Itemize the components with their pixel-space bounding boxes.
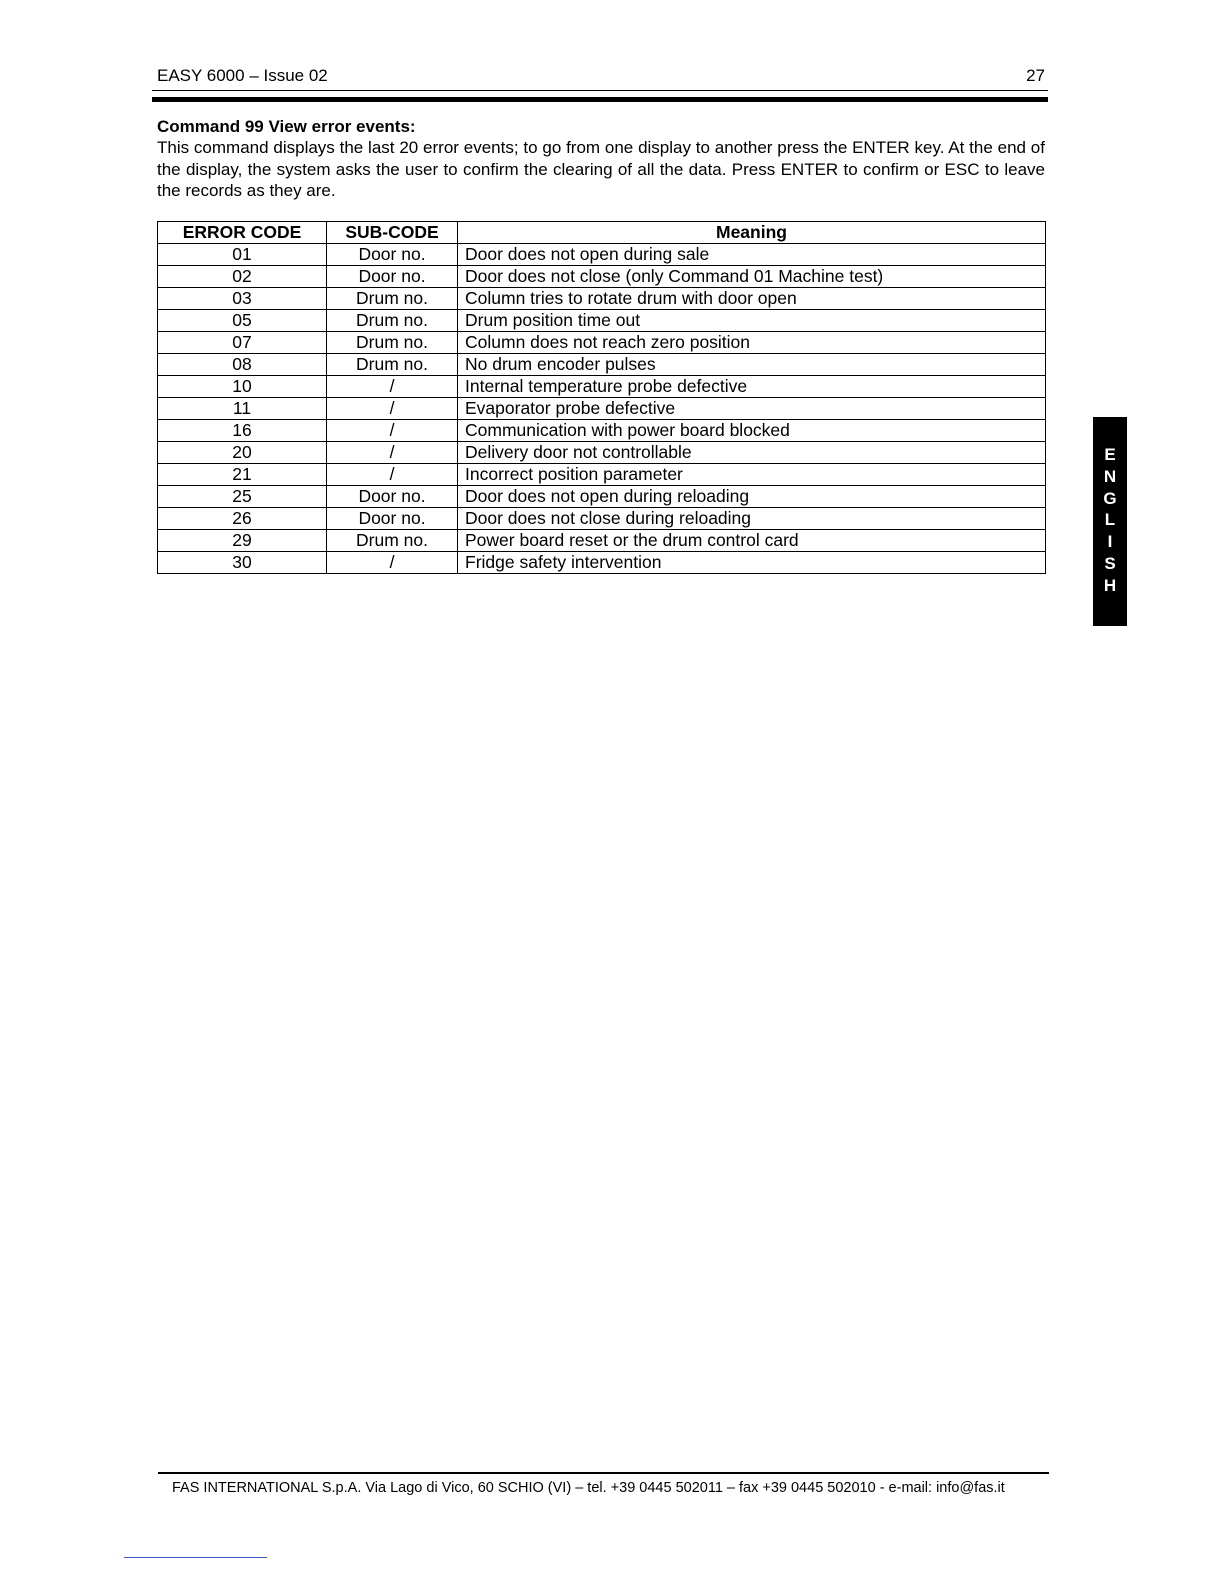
column-header-meaning: Meaning [458,222,1046,244]
error-code-cell: 01 [158,244,327,266]
sub-code-cell: Drum no. [327,354,458,376]
meaning-cell: Incorrect position parameter [458,464,1046,486]
error-code-cell: 21 [158,464,327,486]
table-row [158,552,1046,574]
column-header-error-code: ERROR CODE [158,222,327,244]
error-code-cell: 07 [158,332,327,354]
sub-code-cell: Door no. [327,486,458,508]
language-tab-letter: S [1104,553,1116,573]
language-tab-letter: G [1103,488,1117,508]
table-row [158,244,1046,266]
table-row [158,486,1046,508]
footer-rule [158,1472,1049,1474]
page-number: 27 [1026,66,1045,85]
table-row [158,530,1046,552]
table-body [158,244,1046,574]
table-row [158,442,1046,464]
sub-code-cell: / [327,398,458,420]
table-row [158,310,1046,332]
language-tab-letter: E [1104,445,1116,464]
sub-code-cell: / [327,420,458,442]
meaning-cell: Communication with power board blocked [458,420,1046,442]
table-header-row [158,222,1046,244]
error-code-cell: 05 [158,310,327,332]
table-row [158,508,1046,530]
language-tab-letter: N [1103,466,1117,486]
meaning-cell: Door does not close during reloading [458,508,1046,530]
meaning-cell: Internal temperature probe defective [458,376,1046,398]
meaning-cell: Evaporator probe defective [458,398,1046,420]
meaning-cell: Delivery door not controllable [458,442,1046,464]
table-row [158,332,1046,354]
error-code-cell: 16 [158,420,327,442]
error-code-cell: 02 [158,266,327,288]
meaning-cell: Door does not open during sale [458,244,1046,266]
meaning-cell: No drum encoder pulses [458,354,1046,376]
meaning-cell: Door does not open during reloading [458,486,1046,508]
sub-code-cell: Door no. [327,244,458,266]
meaning-cell: Column does not reach zero position [458,332,1046,354]
error-code-cell: 10 [158,376,327,398]
header-rule-thin [152,90,1048,91]
error-code-cell: 03 [158,288,327,310]
error-code-cell: 08 [158,354,327,376]
error-code-cell: 29 [158,530,327,552]
sub-code-cell: Door no. [327,508,458,530]
sub-code-cell: Drum no. [327,310,458,332]
command-section [157,116,1045,202]
sub-code-cell: / [327,442,458,464]
sub-code-cell: / [327,552,458,574]
language-tab-letter: I [1107,532,1113,552]
sub-code-cell: / [327,464,458,486]
table-row [158,376,1046,398]
error-code-cell: 25 [158,486,327,508]
sub-code-cell: Door no. [327,266,458,288]
sub-code-cell: / [327,376,458,398]
language-tab-letter: L [1104,510,1116,530]
language-tab-letter: H [1103,575,1117,595]
meaning-cell: Fridge safety intervention [458,552,1046,574]
document-title: EASY 6000 – Issue 02 [157,66,328,85]
footer-contact-text: FAS INTERNATIONAL S.p.A. Via Lago di Vico, 60 SCHIO (VI) – tel. +39 0445 502011 – fax +39 0445 502010 - e-mail: info@fas.it [172,1480,1005,1496]
table-row [158,288,1046,310]
error-code-cell: 11 [158,398,327,420]
meaning-cell: Column tries to rotate drum with door open [458,288,1046,310]
sub-code-cell: Drum no. [327,332,458,354]
error-code-cell: 20 [158,442,327,464]
table-row [158,398,1046,420]
error-code-cell: 26 [158,508,327,530]
header-rule-thick [152,97,1048,102]
bottom-link-underline [124,1557,267,1558]
sub-code-cell: Drum no. [327,530,458,552]
table-row [158,266,1046,288]
section-description: This command displays the last 20 error events; to go from one display to another press the ENTER key. At the end of the display, the system asks the user to confirm the clearing of all the data. Press ENTER to confirm or ESC to leave the records as they are. [157,138,1045,200]
meaning-cell: Power board reset or the drum control card [458,530,1046,552]
language-tab-english [1093,417,1127,626]
column-header-sub-code: SUB-CODE [327,222,458,244]
table-row [158,420,1046,442]
meaning-cell: Door does not close (only Command 01 Machine test) [458,266,1046,288]
page-header [157,66,1045,88]
sub-code-cell: Drum no. [327,288,458,310]
section-heading: Command 99 View error events: [157,117,416,136]
table-row [158,354,1046,376]
meaning-cell: Drum position time out [458,310,1046,332]
table-row [158,464,1046,486]
error-code-cell: 30 [158,552,327,574]
error-code-table [157,221,1046,574]
language-tab-letters [1093,444,1127,597]
